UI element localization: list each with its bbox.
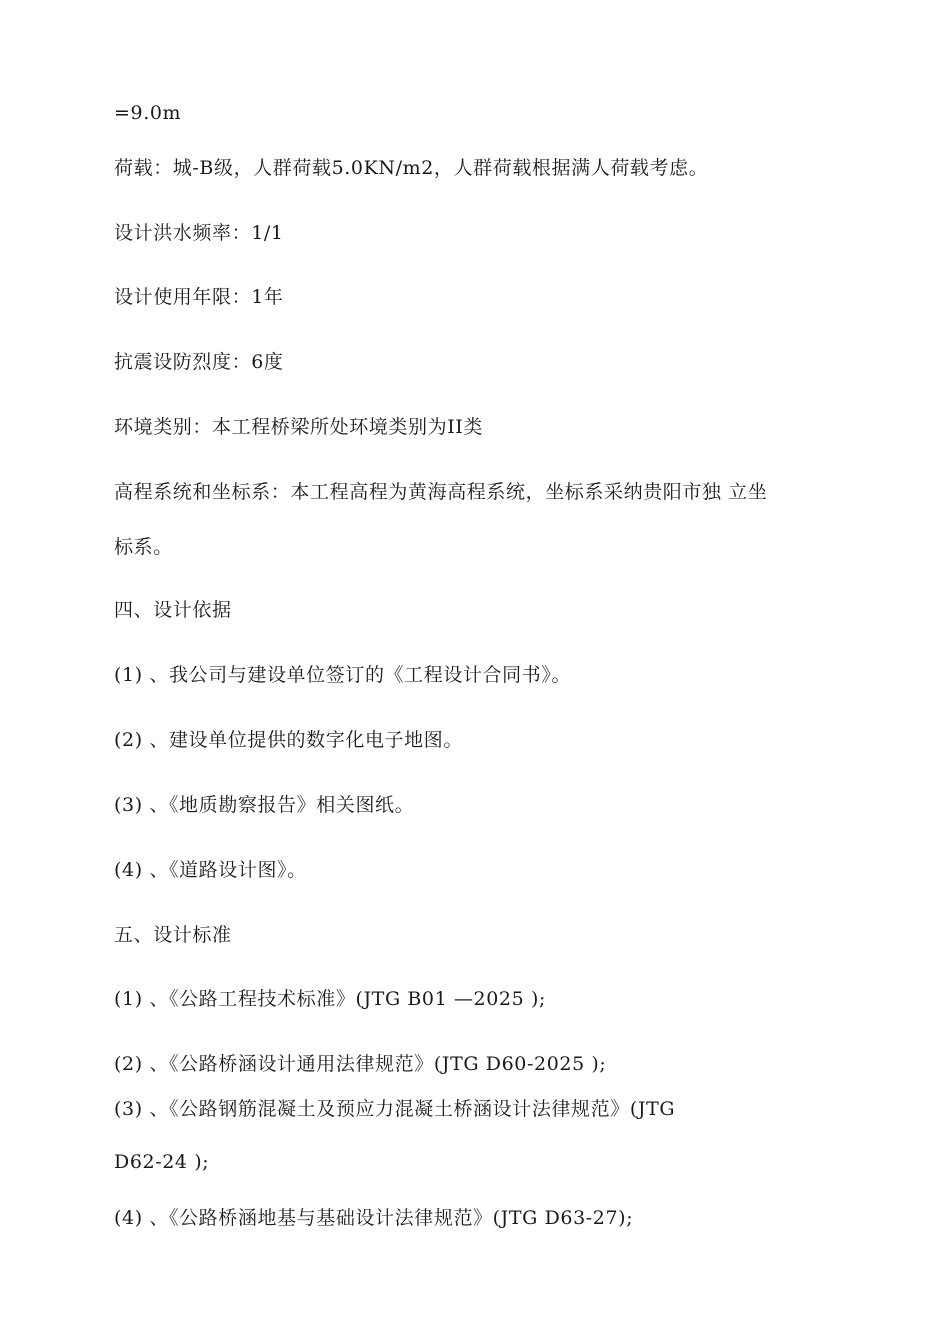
list-item-standard-3-cont: D62-24 ); — [114, 1151, 210, 1173]
text-line-environment-class: 环境类别：本工程桥梁所处环境类别为II类 — [114, 416, 484, 438]
text-line-elevation-system-cont: 标系。 — [114, 536, 173, 558]
list-item-standard-3: (3) 、《公路钢筋混凝土及预应力混凝土桥涵设计法律规范》(JTG — [114, 1098, 676, 1120]
list-item-basis-2: (2) 、建设单位提供的数字化电子地图。 — [114, 729, 463, 751]
text-line-span-length: =9.0m — [114, 102, 182, 124]
list-item-basis-3: (3) 、《地质勘察报告》相关图纸。 — [114, 794, 415, 816]
section-heading-design-basis: 四、设计依据 — [114, 599, 232, 621]
list-item-standard-1: (1) 、《公路工程技术标准》(JTG B01 —2025 ); — [114, 988, 546, 1010]
text-line-seismic-intensity: 抗震设防烈度：6度 — [114, 351, 284, 373]
text-line-service-life: 设计使用年限：1年 — [114, 286, 284, 308]
list-item-standard-4: (4) 、《公路桥涵地基与基础设计法律规范》(JTG D63-27); — [114, 1207, 634, 1229]
text-line-flood-frequency: 设计洪水频率：1/1 — [114, 222, 284, 244]
list-item-basis-4: (4) 、《道路设计图》。 — [114, 859, 307, 881]
list-item-standard-2: (2) 、《公路桥涵设计通用法律规范》(JTG D60-2025 ); — [114, 1053, 607, 1075]
list-item-basis-1: (1) 、我公司与建设单位签订的《工程设计合同书》。 — [114, 664, 572, 686]
text-line-load: 荷载：城-B级，人群荷载5.0KN/m2，人群荷载根据满人荷载考虑。 — [114, 157, 709, 179]
text-line-elevation-system: 高程系统和坐标系：本工程高程为黄海高程系统，坐标系采纳贵阳市独 立坐 — [114, 481, 768, 503]
section-heading-design-standards: 五、设计标准 — [114, 924, 232, 946]
